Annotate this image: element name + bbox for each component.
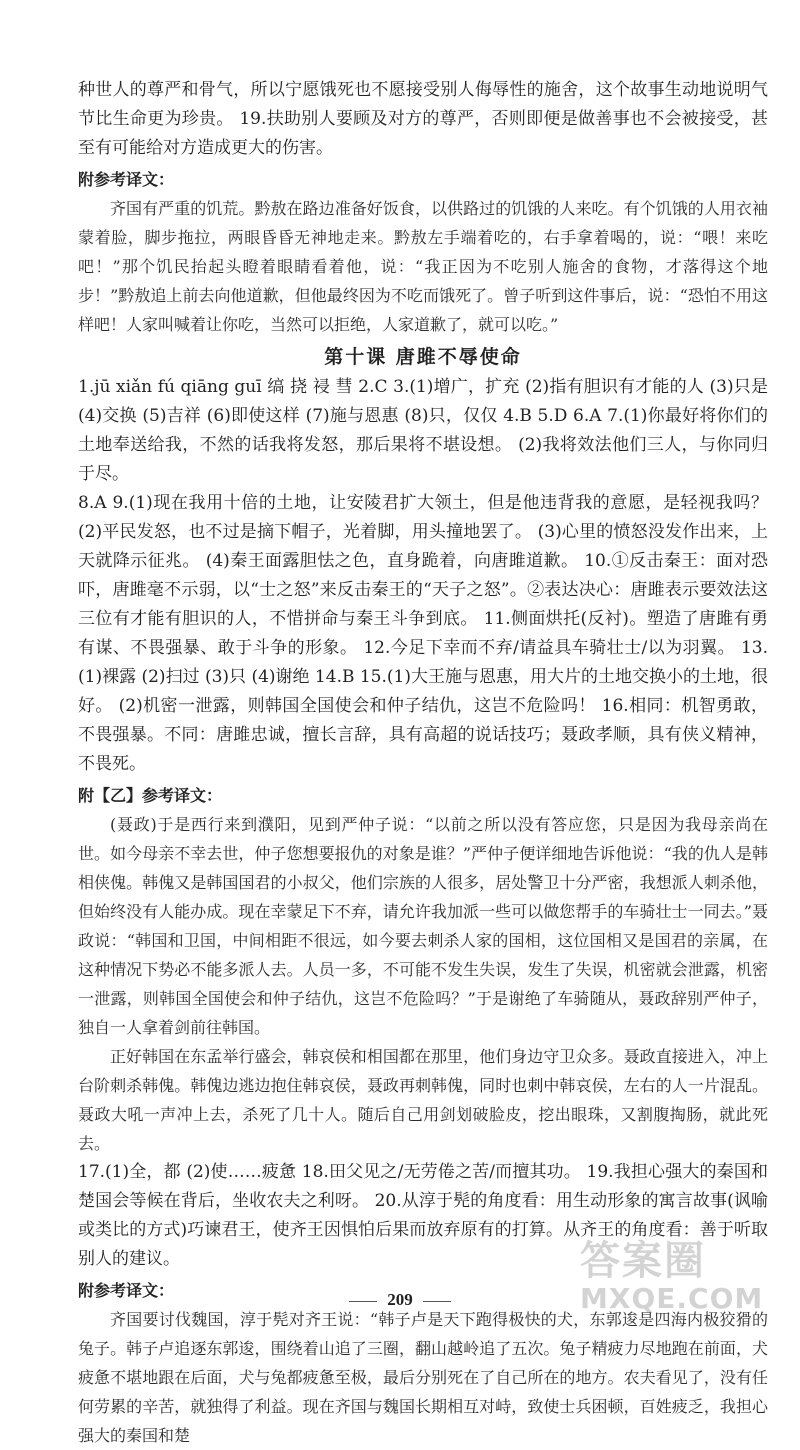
section-title-translation: 附参考译文： [78,170,175,189]
answers-block-1: 1.jū xiǎn fú qiāng guī 缟 挠 祲 彗 2.C 3.(1)增广，扩充 (2)指有胆识有才能的人 (3)只是 (4)交换 (5)吉祥 (6)即使这样 (7)施与恩惠 (8)只，仅仅 4.B 5.D 6.A 7.(1)你最好将你们的土地奉送给我，不然的话我将发怒，那后果将不堪设想。 (2)我将效法他们三人，与你同归于尽。 [78,377,768,484]
dash-right [423,1301,451,1302]
dash-left [349,1301,377,1302]
translation-paragraph-2: 正好韩国在东孟举行盛会，韩哀侯和相国都在那里，他们身边守卫众多。聂政直接进入，冲上台阶刺杀韩傀。韩傀边逃边抱住韩哀侯，聂政再刺韩傀，同时也刺中韩哀侯，左右的人一片混乱。聂政大吼一声冲上去，杀死了几十人。随后自己用剑划破脸皮，挖出眼珠，又割腹掏肠，就此死去。 [78,1047,768,1153]
section-title-yi-translation: 附【乙】参考译文： [78,786,223,805]
page-number-text: 209 [387,1290,413,1309]
translation-paragraph-top: 齐国有严重的饥荒。黔敖在路边准备好饭食，以供路过的饥饿的人来吃。有个饥饿的人用衣袖蒙着脸，脚步拖拉，两眼昏昏无神地走来。黔敖左手端着吃的，右手拿着喝的，说：“喂！来吃吧！”那个饥民抬起头瞪着眼睛看着他，说：“我正因为不吃别人施舍的食物，才落得这个地步！”黔敖追上前去向他道歉，但他最终因为不吃而饿死了。曾子听到这件事后，说：“恐怕不用这样吧！人家叫喊着让你吃，当然可以拒绝，人家道歉了，就可以吃。” [78,199,768,334]
watermark-logo-text: 答案圈 [580,1238,706,1284]
section-title-translation-2: 附参考译文： [78,1281,175,1300]
watermark-url: MXQE.COM [580,1282,764,1315]
translation-paragraph-1: (聂政)于是西行来到濮阳，见到严仲子说：“以前之所以没有答应您，只是因为我母亲尚在世。如今母亲不幸去世，仲子您想要报仇的对象是谁？”严仲子便详细地告诉他说：“我的仇人是韩相侠傀。韩傀又是韩国国君的小叔父，他们宗族的人很多，居处警卫十分严密，我想派人刺杀他，但始终没有人能办成。现在幸蒙足下不弃，请允许我加派一些可以做您帮手的车骑壮士一同去。”聂政说：“韩国和卫国，中间相距不很远，如今要去刺杀人家的国相，这位国相又是国君的亲属，在这种情况下势必不能多派人去。人员一多，不可能不发生失误，发生了失误，机密就会泄露，机密一泄露，则韩国全国使会和仲子结仇，这岂不危险吗？”于是谢绝了车骑随从，聂政辞别严仲子，独自一人拿着剑前往韩国。 [78,815,768,1037]
watermark [580,1229,780,1319]
answer-paragraph-top: 种世人的尊严和骨气，所以宁愿饿死也不愿接受别人侮辱性的施舍，这个故事生动地说明气节比生命更为珍贵。 19.扶助别人要顾及对方的尊严，否则即便是做善事也不会被接受，甚至有可能给对方造成更大的伤害。 [78,80,768,158]
answers-block-2: 8.A 9.(1)现在我用十倍的土地，让安陵君扩大领土，但是他违背我的意愿，是轻视我吗？ (2)平民发怒，也不过是摘下帽子，光着脚，用头撞地罢了。 (3)心里的愤怒没发作出来，上天就降示征兆。 (4)秦王面露胆怯之色，直身跪着，向唐雎道歉。 10.①反击秦王：面对恐吓，唐雎毫不示弱，以“士之怒”来反击秦王的“天子之怒”。②表达决心：唐雎表示要效法这三位有才能有胆识的人，不惜拼命与秦王斗争到底。 11.侧面烘托(反衬)。塑造了唐雎有勇有谋、不畏强暴、敢于斗争的形象。 12.今足下幸而不弃/请益具车骑壮士/以为羽翼。 13.(1)裸露 (2)扫过 (3)只 (4)谢绝 14.B 15.(1)大王施与恩惠，用大片的土地交换小的土地，很好。 (2)机密一泄露，则韩国全国使会和仲子结仇，这岂不危险吗！ 16.相同：机智勇敢，不畏强暴。不同：唐雎忠诚，擅长言辞，具有高超的说话技巧；聂政孝顺，具有侠义精神，不畏死。 [78,493,768,774]
translation-paragraph-3: 齐国要讨伐魏国，淳于髡对齐王说：“韩子卢是天下跑得极快的犬，东郭逡是四海内极狡猾的兔子。韩子卢追逐东郭逡，围绕着山追了三圈，翻山越岭追了五次。兔子精疲力尽地跑在前面，犬疲惫不堪地跟在后面，犬与兔都疲惫至极，最后分别死在了自己所在的地方。农夫看见了，没有任何劳累的辛苦，就独得了利益。现在齐国与魏国长期相互对峙，致使士兵困顿，百姓疲乏，我担心强大的秦国和楚 [78,1310,768,1445]
answers-block-3: 17.(1)全，都 (2)使……疲惫 18.田父见之/无劳倦之苦/而擅其功。 19.我担心强大的秦国和楚国会等候在背后，坐收农夫之利呀。 20.从淳于髡的角度看：用生动形象的寓言故事(讽喻或类比的方式)巧谏君王，使齐王因惧怕后果而放弃原有的打算。从齐王的角度看：善于听取别人的建议。 [78,1162,768,1269]
lesson-title: 第十课 唐雎不辱使命 [324,346,522,368]
